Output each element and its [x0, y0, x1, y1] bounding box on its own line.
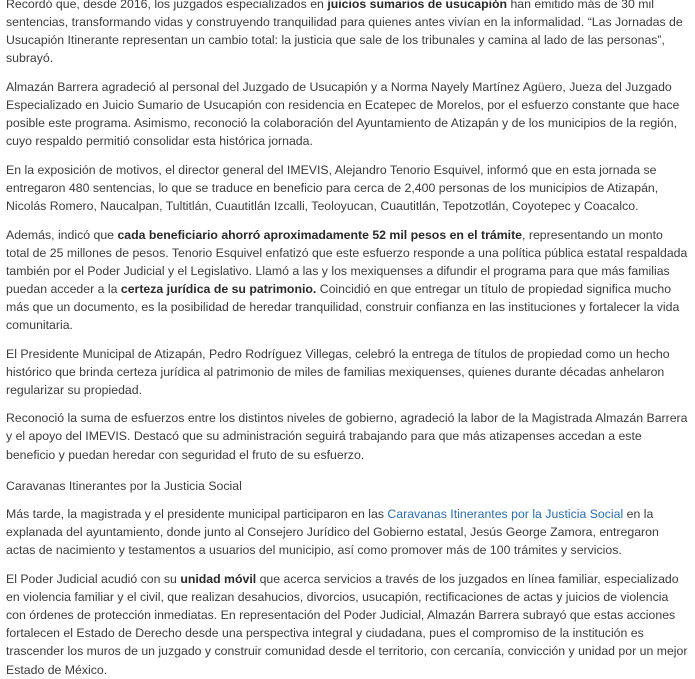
paragraph-mayor-statement: El Presidente Municipal de Atizapán, Pedro Rodríguez Villegas, celebró la entrega de títulos de propiedad como un hecho histórico que brinda certeza jurídica al patrimonio de miles de familias mexiquenses, quienes durante décadas anhelaron regularizar su propiedad.	[6, 346, 670, 397]
paragraph-text: El Poder Judicial acudió con su	[6, 572, 181, 587]
paragraph-text: en la explanada del ayuntamiento, donde junto al Consejero Jurídico del Gobierno estatal, Jesús George Zamora, entregaron actas de nacimiento y testamentos a usuarios del municipio, así como promover más de 100 trámites y servicios.	[6, 507, 659, 558]
paragraph-text: han emitido más de 30 mil sentencias, transformando vidas y construyendo tranquilidad para quienes antes vivían en la informalidad. “Las Jornadas de Usucapión Itinerante representan un cambio total: la justicia que sale de los tribunales y camina al lado de las personas”, subrayó.	[6, 0, 683, 66]
paragraph-mayor-recognition: Reconoció la suma de esfuerzos entre los distintos niveles de gobierno, agradeció la labor de la Magistrada Almazán Barrera y el apoyo del IMEVIS. Destacó que su administración seguirá trabajando para que más atizapenses accedan a este beneficio y puedan heredar con seguridad el fruto de su esfuerzo.	[6, 411, 688, 462]
paragraph-text: , representando un monto total de 25 millones de pesos. Tenorio Esquivel enfatizó que este esfuerzo responde a una política pública estatal respaldada también por el Poder Judicial y el Legislativo. Llamó a las y los mexiquenses a difundir el programa para que más familias puedan acceder a la	[6, 227, 688, 296]
caravanas-link[interactable]: Caravanas Itinerantes por la Justicia Social	[387, 507, 624, 522]
paragraph-text: Más tarde, la magistrada y el presidente municipal participaron en las	[6, 507, 388, 522]
paragraph-imevis-report: En la exposición de motivos, el director general del IMEVIS, Alejandro Tenorio Esquivel, informó que en esta jornada se entregaron 480 sentencias, lo que se traduce en beneficio para cerca de 2,400 personas de los municipios de Atizapán, Nicolás Romero, Naucalpan, Tultitlán, Cuautitlán Izcalli, Teoloyucan, Cuautitlán, Tepotzotlán, Coyotepec y Coacalco.	[6, 162, 659, 213]
paragraph-text: Además, indicó que	[6, 227, 118, 242]
bold-highlight: juicios sumarios de usucapión	[327, 0, 508, 11]
paragraph-text: que acerca servicios a través de los juzgados en línea familiar, especializado en violencia familiar y el civil, que realizan desahucios, divorcios, usucapión, rectificaciones de actas y juicios de violencia con órdenes de protección inmediatas. En representación del Poder Judicial, Almazán Barrera subrayó que estas acciones fortalecen el Estado de Derecho desde una perspectiva integral y ciudadana, pues el compromiso de la institución es trascender los muros de un juzgado y construir comunidad desde el territorio, con cercanía, convicción y unidad por un mejor Estado de México.	[6, 572, 688, 677]
section-subheading: Caravanas Itinerantes por la Justicia Social	[6, 478, 242, 493]
paragraph-savings	[6, 226, 689, 335]
bold-highlight: cada beneficiario ahorró aproximadamente 52 mil pesos en el trámite	[117, 227, 523, 242]
paragraph-caravanas	[6, 505, 689, 559]
bold-highlight: certeza jurídica de su patrimonio.	[120, 281, 317, 296]
paragraph-text: Coincidió en que entregar un título de propiedad significa mucho más que un documento, es la posibilidad de heredar tranquilidad, construir confianza en las instituciones y fortalecer la vida comunitaria.	[6, 281, 680, 332]
paragraph-mobile-unit	[6, 570, 689, 679]
paragraph-usucapion-history	[6, 0, 689, 67]
paragraph-acknowledgements: Almazán Barrera agradeció al personal del Juzgado de Usucapión y a Norma Nayely Martínez Agüero, Jueza del Juzgado Especializado en Juicio Sumario de Usucapión con residencia en Ecatepec de Morelos, por el esfuerzo constante que hace posible este programa. Asimismo, reconoció la colaboración del Ayuntamiento de Atizapán y de los municipios de la región, cuyo respaldo permitió consolidar esta histórica jornada.	[6, 79, 680, 149]
paragraph-text: Recordó que, desde 2016, los juzgados especializados en	[6, 0, 328, 11]
bold-highlight: unidad móvil	[180, 572, 257, 587]
